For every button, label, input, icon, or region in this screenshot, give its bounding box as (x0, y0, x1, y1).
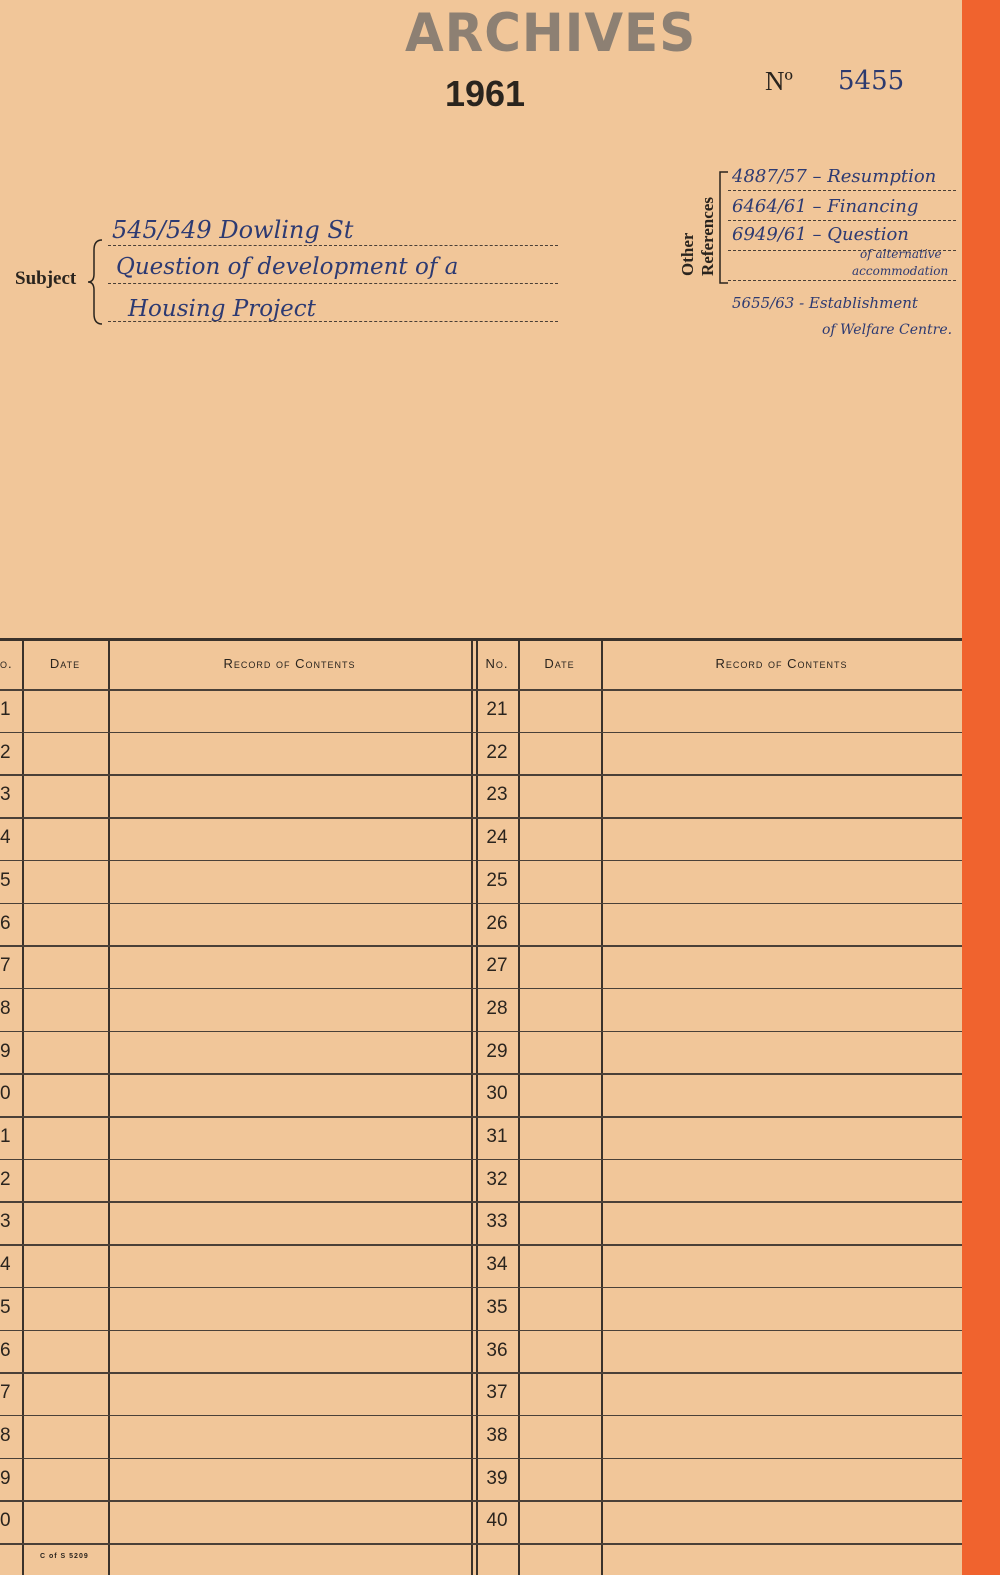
row-number-left: 1 (0, 1126, 11, 1147)
row-number-left: 5 (0, 869, 11, 891)
col-divider-6 (601, 638, 603, 1575)
row-rule (0, 1500, 962, 1502)
row-rule (0, 1287, 962, 1289)
header-record-right: Record of Contents (715, 656, 848, 671)
header-rule (0, 689, 962, 691)
row-rule (0, 732, 962, 734)
col-divider-1 (22, 638, 24, 1575)
subject-text-2: Question of development of a (116, 254, 459, 280)
header-no-left: o. (0, 656, 13, 671)
header-date-left: Date (49, 656, 81, 671)
subject-brace (86, 238, 106, 326)
row-rule (0, 860, 962, 862)
row-number-left: 4 (0, 1254, 11, 1276)
row-number-right: 32 (486, 1168, 508, 1190)
row-rule (0, 1201, 962, 1203)
row-number-right: 39 (486, 1467, 508, 1489)
header-date-right: Date (544, 656, 575, 671)
reference-extra-1: 5655/63 - Establishment (732, 294, 918, 312)
row-rule (0, 1543, 962, 1545)
reference-entry-3: 6949/61 – Question (732, 224, 909, 245)
row-number-left: 2 (0, 741, 11, 763)
col-divider-2 (108, 638, 110, 1575)
file-year: 1961 (444, 73, 526, 114)
col-divider-3 (471, 638, 473, 1575)
file-number-label: Nº (765, 66, 793, 96)
row-number-right: 21 (486, 699, 508, 720)
row-number-left: 1 (0, 699, 11, 720)
row-number-right: 35 (486, 1296, 508, 1318)
row-number-right: 40 (486, 1510, 508, 1532)
row-number-left: 3 (0, 784, 11, 806)
row-rule (0, 1159, 962, 1161)
row-rule (0, 1372, 962, 1374)
other-label-line1: Other (678, 232, 697, 276)
row-number-right: 31 (486, 1126, 508, 1147)
row-number-left: 6 (0, 1339, 11, 1361)
row-rule (0, 1458, 962, 1460)
other-label-line2: References (698, 197, 717, 276)
row-rule (0, 1116, 962, 1118)
row-number-left: 6 (0, 912, 11, 934)
col-divider-5 (518, 638, 520, 1575)
row-number-left: 0 (0, 1083, 11, 1105)
row-number-right: 37 (486, 1382, 508, 1404)
table-top-rule (0, 638, 962, 641)
row-number-right: 25 (486, 869, 508, 891)
subject-label: Subject (15, 268, 77, 289)
row-number-right: 29 (486, 1040, 508, 1062)
row-rule (0, 1031, 962, 1033)
row-number-right: 30 (486, 1083, 508, 1105)
row-number-left: 3 (0, 1211, 11, 1233)
reference-extra-2: of Welfare Centre. (822, 322, 953, 338)
row-rule (0, 817, 962, 819)
row-number-left: 9 (0, 1467, 11, 1489)
subject-text-3: Housing Project (128, 296, 316, 322)
record-table (0, 638, 962, 1575)
row-rule (0, 1244, 962, 1246)
row-rule (0, 945, 962, 947)
row-number-left: 8 (0, 1424, 11, 1446)
folder-spine (962, 0, 1000, 1575)
row-number-right: 34 (486, 1254, 508, 1276)
row-number-right: 27 (486, 955, 508, 977)
header-no-right: No. (485, 656, 509, 671)
row-number-right: 26 (486, 912, 508, 934)
row-rule (0, 1073, 962, 1075)
row-number-left: 7 (0, 1382, 11, 1404)
row-number-right: 38 (486, 1424, 508, 1446)
row-number-left: 5 (0, 1296, 11, 1318)
row-number-right: 23 (486, 784, 508, 806)
reference-entry-5: accommodation (852, 264, 949, 278)
row-rule (0, 1330, 962, 1332)
row-rule (0, 903, 962, 905)
row-rule (0, 988, 962, 990)
file-number-value: 5455 (838, 66, 905, 96)
header-record-left: Record of Contents (223, 656, 356, 671)
row-number-right: 28 (486, 997, 508, 1019)
archives-stamp: ARCHIVES (405, 2, 697, 64)
form-code: C of S 5209 (40, 1553, 89, 1560)
row-number-right: 33 (486, 1211, 508, 1233)
row-number-left: 0 (0, 1510, 11, 1532)
reference-entry-1: 4887/57 – Resumption (732, 166, 937, 187)
row-number-left: 8 (0, 997, 11, 1019)
row-number-left: 9 (0, 1040, 11, 1062)
subject-text-1: 545/549 Dowling St (112, 216, 354, 244)
row-number-left: 4 (0, 827, 11, 849)
row-number-right: 22 (486, 741, 508, 763)
reference-entry-4: of alternative (860, 247, 942, 261)
row-rule (0, 774, 962, 776)
row-number-left: 2 (0, 1168, 11, 1190)
row-number-right: 24 (486, 827, 508, 849)
reference-entry-2: 6464/61 – Financing (732, 196, 919, 217)
row-rule (0, 1415, 962, 1417)
row-number-left: 7 (0, 955, 11, 977)
row-number-right: 36 (486, 1339, 508, 1361)
